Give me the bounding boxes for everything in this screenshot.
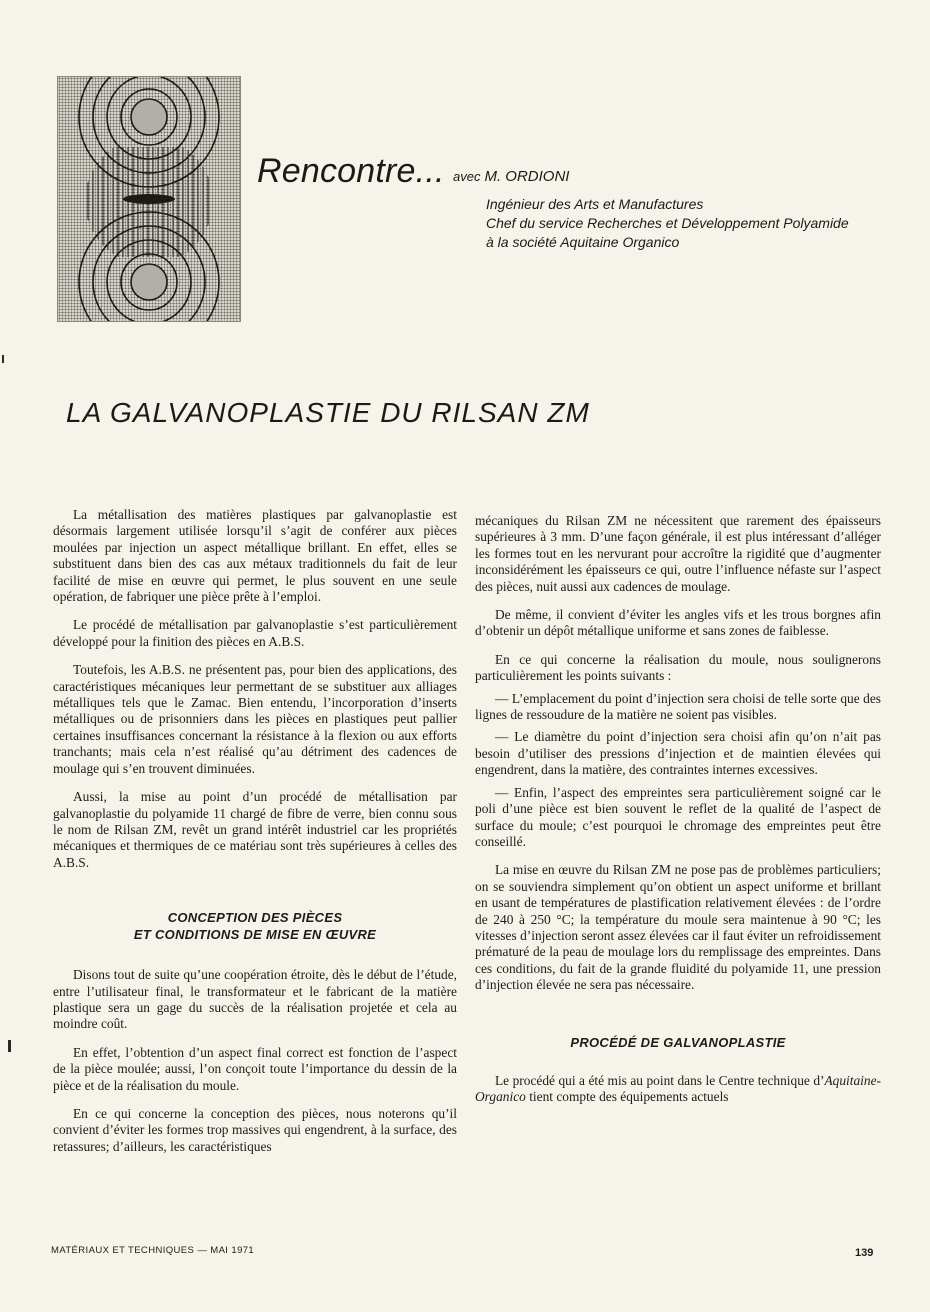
paragraph bbox=[475, 1073, 881, 1106]
paragraph: mécaniques du Rilsan ZM ne nécessitent que rarement des épaisseurs supérieures à 3 mm. D’une façon générale, il est plus intéressant d’alléger les formes tout en les nervurant pour accroître la rigidité que d’augmenter inconsidérément les épaisseurs ce qui, outre l’influence néfaste sur l’aspect des pièces, nuit aussi aux cadences de moulage. bbox=[475, 513, 881, 594]
section-heading-galvanoplastie: PROCÉDÉ DE GALVANOPLASTIE bbox=[570, 1034, 786, 1050]
company-name: Aquitaine-Organico bbox=[475, 1072, 881, 1104]
interviewee-line bbox=[453, 168, 569, 186]
section-heading-conception bbox=[53, 909, 457, 943]
paragraph: En effet, l’obtention d’un aspect final correct est fonction de l’aspect de la pièce moulée; aussi, l’on conçoit toute l’importance du dessin de la pièce et de la réalisation du moule. bbox=[53, 1044, 457, 1093]
text-run: Le procédé qui a été mis au point dans le Centre technique d’ bbox=[495, 1072, 825, 1088]
credential-line: Ingénieur des Arts et Manufactures bbox=[486, 196, 704, 212]
list-item: — L’emplacement du point d’injection sera choisi de telle sorte que des lignes de ressoudure de la matière ne soient pas visibles. bbox=[475, 690, 881, 723]
interviewee-credentials bbox=[486, 195, 849, 252]
paragraph: Disons tout de suite qu’une coopération étroite, dès le début de l’étude, entre l’utilisateur final, le transformateur et le fabricant de la matière plastique sera un gage du succès de la réalisation projetée et cela au moindre coût. bbox=[53, 967, 457, 1032]
interlocking-circles-logo-icon bbox=[57, 76, 241, 322]
scan-mark bbox=[8, 1040, 11, 1052]
text-run: tient compte des équipements actuels bbox=[525, 1088, 729, 1104]
series-title: Rencontre... bbox=[257, 152, 445, 190]
article-title: LA GALVANOPLASTIE DU RILSAN ZM bbox=[66, 397, 590, 428]
paragraph: Toutefois, les A.B.S. ne présentent pas, pour bien des applications, des caractéristiques mécaniques leur permettant de se substituer aux alliages métalliques tels que le Zamac. Bien entendu, l’incorporation d’inserts métalliques ou de prisonniers dans les pièces en plastiques peut pallier certaines insuffisances concernant la résistance à la flexion ou aux efforts tranchants; mais cela n’est réalisé qu’au détriment des cadences de moulage qui s’en trouvent diminuées. bbox=[53, 662, 457, 776]
avec-label: avec bbox=[453, 169, 481, 184]
section-heading-line: ET CONDITIONS DE MISE EN ŒUVRE bbox=[133, 927, 377, 943]
right-column bbox=[475, 513, 881, 1117]
scan-mark bbox=[2, 355, 4, 363]
paragraph: De même, il convient d’éviter les angles vifs et les trous borgnes afin d’obtenir un dépôt métallique uniforme et sans zones de faiblesse. bbox=[475, 607, 881, 639]
paragraph: La mise en œuvre du Rilsan ZM ne pose pas de problèmes particuliers; on se souviendra simplement qu’on obtient un aspect uniforme et brillant en usant de températures de plastification relativement élevées : de l’ordre de 240 à 250 °C; la température du moule sera maintenue à 90 °C; les vitesses d’injection seront assez élevées car il faut éviter un refroidissement prématuré de la peau de moulage lors du remplissage des empreintes. Dans ces conditions, du fait de la grande fluidité du polyamide 11, une pression d’injection élevée ne sera pas nécessaire. bbox=[475, 862, 881, 993]
credential-line: Chef du service Recherches et Développement Polyamide bbox=[486, 215, 849, 231]
paragraph: En ce qui concerne la réalisation du moule, nous soulignerons particulièrement les points suivants : bbox=[475, 651, 881, 684]
interviewee-name: M. ORDIONI bbox=[484, 168, 570, 185]
journal-footer: MATÉRIAUX ET TECHNIQUES — MAI 1971 bbox=[51, 1245, 255, 1256]
left-column bbox=[53, 507, 457, 1167]
paragraph: Le procédé de métallisation par galvanoplastie s’est particulièrement développé pour la finition des pièces en A.B.S. bbox=[53, 617, 457, 649]
list-item: — Le diamètre du point d’injection sera choisi afin qu’on n’ait pas besoin d’utiliser des pressions d’injection et de maintien élevées qui engendrent, dans la matière, des contraintes internes excessives. bbox=[475, 729, 881, 778]
paragraph: Aussi, la mise au point d’un procédé de métallisation par galvanoplastie du polyamide 11 chargé de fibre de verre, bien connu sous le nom de Rilsan ZM, revêt un grand intérêt industriel car les propriétés mécaniques et thermiques de ce matériau sont très supérieures à celles des A.B.S. bbox=[53, 789, 457, 870]
credential-line: à la société Aquitaine Organico bbox=[486, 234, 680, 250]
section-heading-line: CONCEPTION DES PIÈCES bbox=[167, 910, 343, 926]
paragraph: En ce qui concerne la conception des pièces, nous noterons qu’il convient d’éviter les formes trop massives qui engendrent, à la surface, des retassures; d’ailleurs, les caractéristiques bbox=[53, 1105, 457, 1154]
page-number: 139 bbox=[855, 1247, 874, 1259]
list-item: — Enfin, l’aspect des empreintes sera particulièrement soigné car le poli d’une pièce est bien souvent le reflet de la qualité de l’aspect de surface du moule; c’est pourquoi le chromage des empreintes peut être conseillé. bbox=[475, 784, 881, 849]
paragraph: La métallisation des matières plastiques par galvanoplastie est désormais largement utilisée lorsqu’il s’agit de conférer aux pièces moulées par injection un aspect métallique brillant. En effet, elles se substituent dans bien des cas aux métaux traditionnels du fait de leur facilité de mise en œuvre qui permet, le plus souvent en une seule opération, de fabriquer une pièce prête à l’emploi. bbox=[53, 507, 457, 605]
